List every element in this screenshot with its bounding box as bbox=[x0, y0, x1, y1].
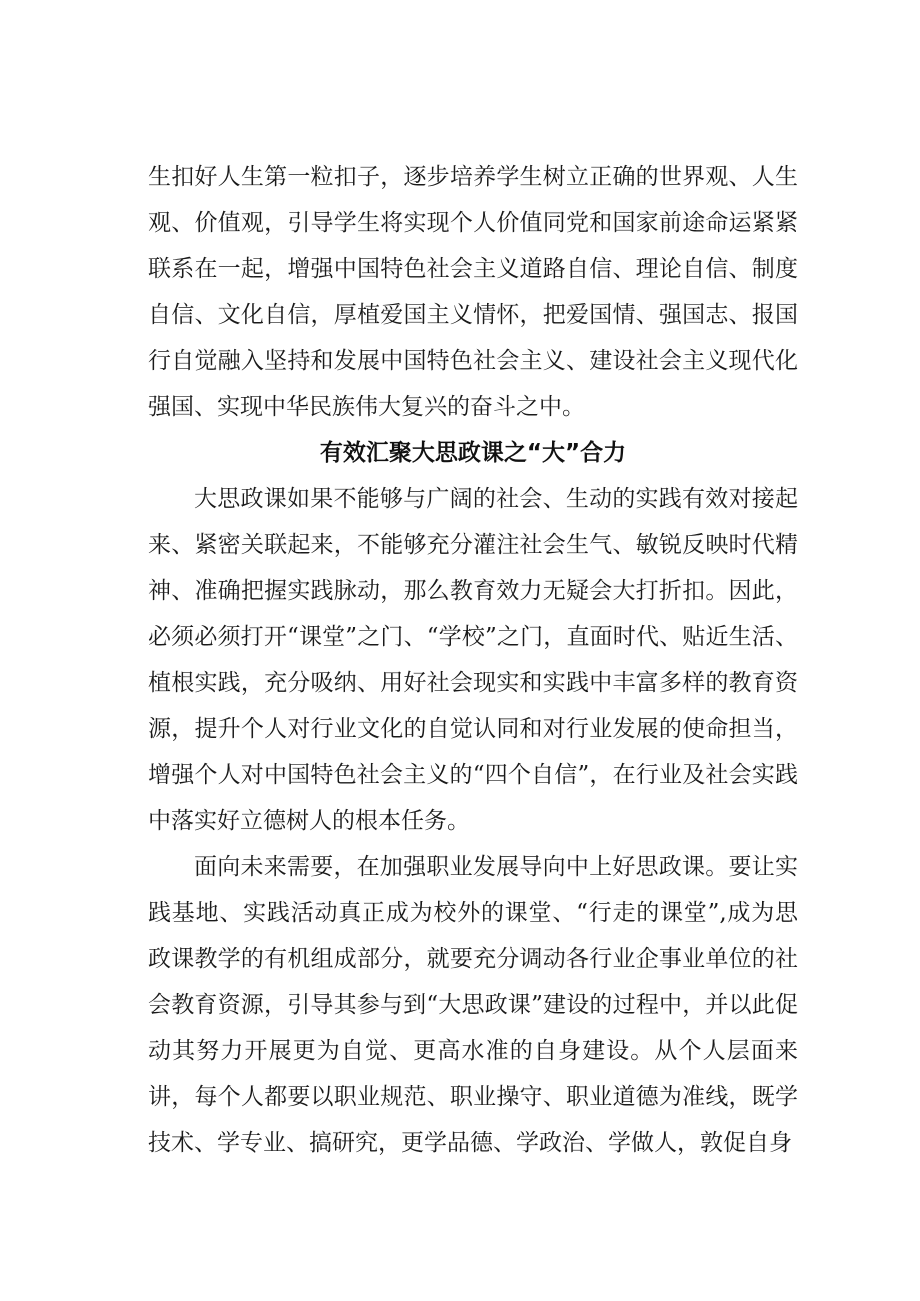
paragraph: 面向未来需要，在加强职业发展导向中上好思政课。要让实践基地、实践活动真正成为校外的课堂、“行走的课堂”,成为思政课教学的有机组成部分，就要充分调动各行业企事业单位的社会教育资源，引导其参与到“大思政课”建设的过程中，并以此促动其努力开展更为自觉、更高水准的自身建设。从个人层面来讲，每个人都要以职业规范、职业操守、职业道德为准线，既学技术、学专业、搞研究，更学品德、学政治、学做人，敦促自身 bbox=[148, 854, 798, 1156]
section-heading: 有效汇聚大思政课之“大”合力 bbox=[319, 440, 627, 466]
paragraph: 大思政课如果不能够与广阔的社会、生动的实践有效对接起来、紧密关联起来，不能够充分灌注社会生气、敏锐反映时代精神、准确把握实践脉动，那么教育效力无疑会大打折扣。因此，必须必须打开“课堂”之门、“学校”之门，直面时代、贴近生活、植根实践，充分吸纳、用好社会现实和实践中丰富多样的教育资源，提升个人对行业文化的自觉认同和对行业发展的使命担当，增强个人对中国特色社会主义的“四个自信”，在行业及社会实践中落实好立德树人的根本任务。 bbox=[148, 486, 798, 834]
document-body bbox=[148, 154, 798, 1166]
paragraph-continued: 生扣好人生第一粒扣子，逐步培养学生树立正确的世界观、人生观、价值观，引导学生将实现个人价值同党和国家前途命运紧紧联系在一起，增强中国特色社会主义道路自信、理论自信、制度自信、文化自信，厚植爱国主义情怀，把爱国情、强国志、报国行自觉融入坚持和发展中国特色社会主义、建设社会主义现代化强国、实现中华民族伟大复兴的奋斗之中。 bbox=[148, 164, 798, 420]
